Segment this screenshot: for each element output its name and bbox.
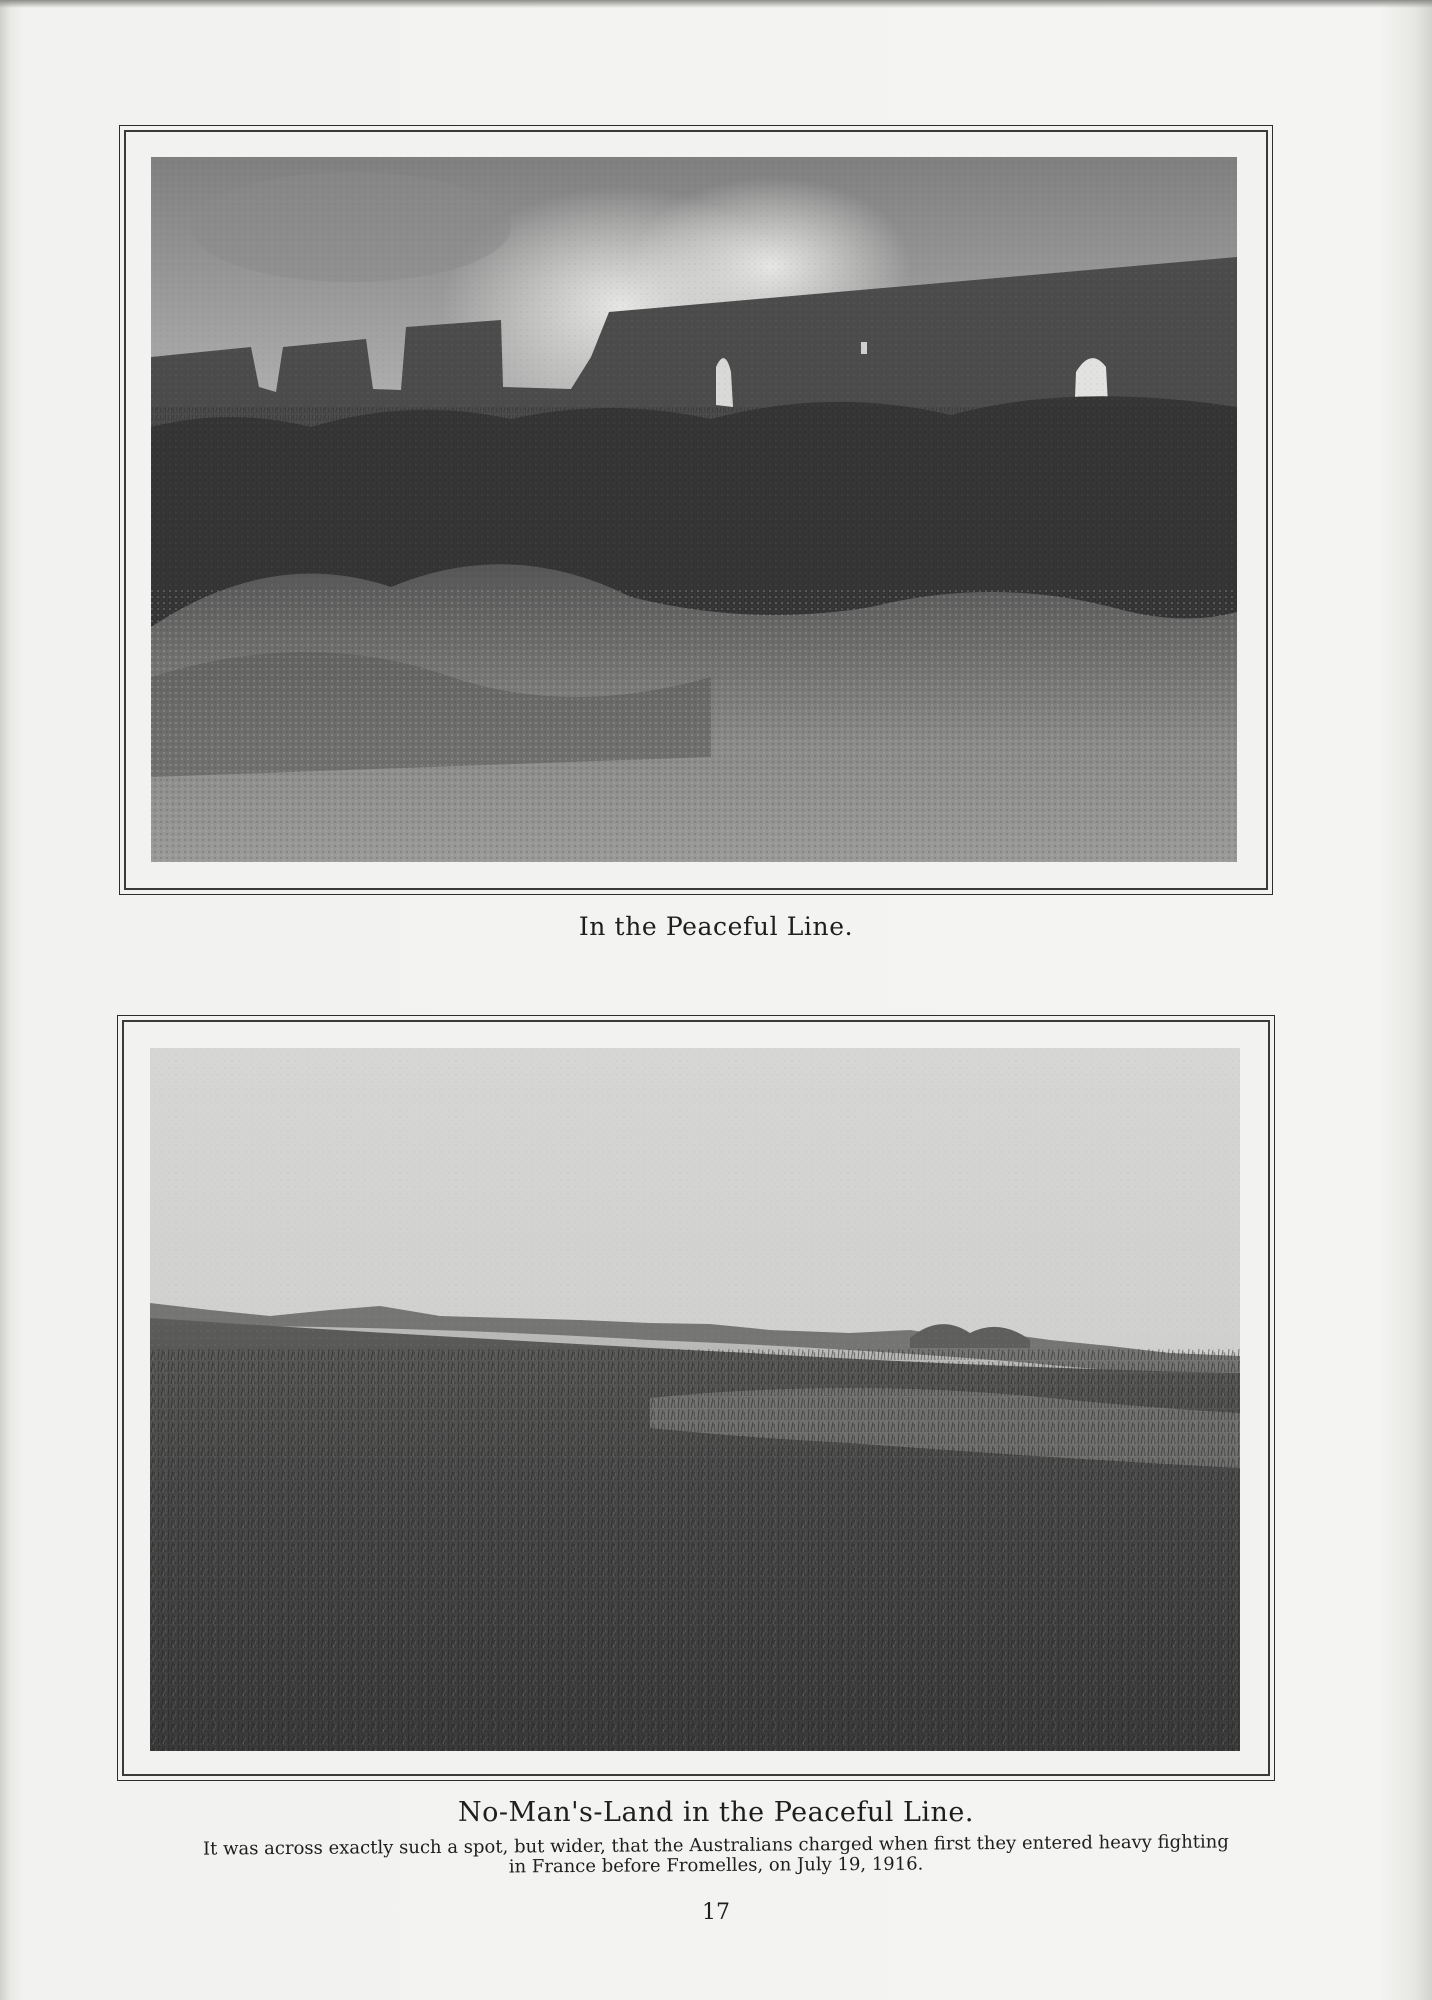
photo-caption-2: No-Man's-Land in the Peaceful Line. <box>458 1797 974 1828</box>
photo-note-2 <box>0 1831 1432 1881</box>
page-number: 17 <box>702 1900 730 1925</box>
ruined-wall-photo <box>151 157 1237 862</box>
photo-note-line-1: It was across exactly such a spot, but wider, that the Australians charged when first they entered heavy fighting <box>202 1831 1229 1860</box>
photo-caption-1: In the Peaceful Line. <box>578 912 854 941</box>
photo-note-line-2: in France before Fromelles, on July 19, 1916. <box>508 1853 924 1878</box>
no-mans-land-photo <box>150 1048 1240 1751</box>
page-top-edge <box>0 0 1432 8</box>
